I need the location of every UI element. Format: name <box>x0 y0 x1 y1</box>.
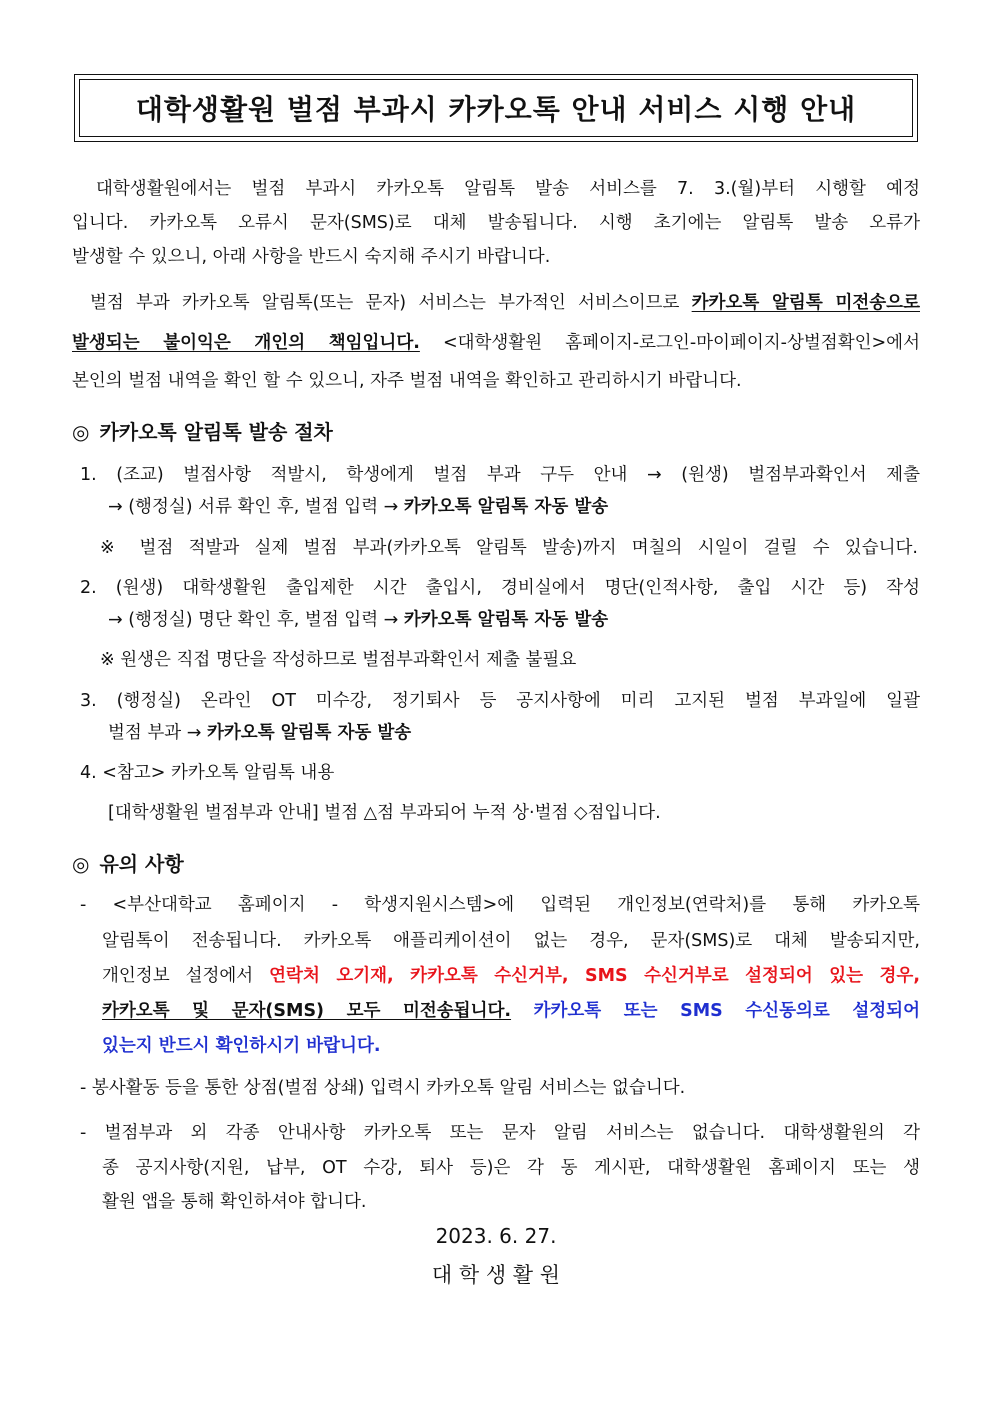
procedure-item-1-steps: → (행정실) 서류 확인 후, 벌점 입력 → <box>108 497 404 517</box>
intro-p2-line-1 <box>72 286 920 320</box>
title-inner-border <box>79 79 913 137</box>
section-procedure-heading <box>72 416 333 445</box>
procedure-item-2-line-1: 2. (원생) 대학생활원 출입제한 시간 출입시, 경비실에서 명단(인적사항, 출입 시간 등) 작성 <box>80 578 920 598</box>
caution-3-line-3: 활원 앱을 통해 확인하셔야 합니다. <box>102 1192 367 1212</box>
intro-p1-line-1: 대학생활원에서는 벌점 부과시 카카오톡 알림톡 발송 서비스를 7. 3.(월)부터 시행할 예정 <box>96 179 920 199</box>
caution-1-blue-advice-end: 있는지 반드시 확인하시기 바랍니다. <box>102 1036 381 1056</box>
liability-warning-end: 발생되는 불이익은 개인의 책임입니다. <box>72 333 420 353</box>
intro-paragraph-2 <box>72 286 920 398</box>
intro-p2-line-2 <box>72 326 920 360</box>
title-box <box>74 74 918 142</box>
procedure-item-4-line-1: 4. <참고> 카카오톡 알림톡 내용 <box>80 763 335 783</box>
intro-paragraph-1 <box>72 172 920 274</box>
issue-date: 2023. 6. 27. <box>435 1224 557 1248</box>
intro-p1-line-3: 발생할 수 있으니, 아래 사항을 반드시 숙지해 주시기 바랍니다. <box>72 247 551 267</box>
procedure-item-3-line-1: 3. (행정실) 온라인 OT 미수강, 정기퇴사 등 공지사항에 미리 고지된 벌점 부과일에 일괄 <box>80 691 920 711</box>
caution-1-red-warning: 연락처 오기재, 카카오톡 수신거부, SMS 수신거부로 설정되어 있는 경우, <box>269 966 920 986</box>
caution-1-line-5 <box>102 1031 381 1061</box>
procedure-item-2-line-2 <box>108 605 608 635</box>
caution-1-line-2: 알림톡이 전송됩니다. 카카오톡 애플리케이션이 없는 경우, 문자(SMS)로 대체 발송되지만, <box>102 931 920 951</box>
section-procedure-title: 카카오톡 알림톡 발송 절차 <box>99 420 333 444</box>
caution-3-line-2: 종 공지사항(지원, 납부, OT 수강, 퇴사 등)은 각 동 게시판, 대학생활원 홈페이지 또는 생 <box>102 1158 920 1178</box>
alimtalk-message-sample: [대학생활원 벌점부과 안내] 벌점 △점 부과되어 누적 상·벌점 ◇점입니다. <box>108 803 661 823</box>
intro-p2-text: 벌점 부과 카카오톡 알림톡(또는 문자) 서비스는 부가적인 서비스이므로 <box>90 293 692 313</box>
caution-1-blue-advice-start: 카카오톡 또는 SMS 수신동의로 설정되어 <box>511 1001 920 1021</box>
intro-p2-line-3: 본인의 벌점 내역을 확인 할 수 있으니, 자주 벌점 내역을 확인하고 관리하시기 바랍니다. <box>72 371 742 391</box>
procedure-item-2-steps: → (행정실) 명단 확인 후, 벌점 입력 → <box>108 610 404 630</box>
caution-1-line-3 <box>102 961 920 991</box>
section-cautions-heading <box>72 848 184 877</box>
procedure-item-2-result: 카카오톡 알림톡 자동 발송 <box>403 610 609 630</box>
liability-warning-start: 카카오톡 알림톡 미전송으로 <box>691 293 920 313</box>
procedure-item-3-line-2 <box>108 718 411 748</box>
procedure-item-3-result: 카카오톡 알림톡 자동 발송 <box>206 723 412 743</box>
caution-1-line-1: - <부산대학교 홈페이지 - 학생지원시스템>에 입력된 개인정보(연락처)를 통해 카카오톡 <box>80 895 920 915</box>
caution-1-line-4 <box>102 996 920 1026</box>
page-title: 대학생활원 벌점 부과시 카카오톡 안내 서비스 시행 안내 <box>135 93 857 126</box>
homepage-path-text: <대학생활원 홈페이지-로그인-마이페이지-상벌점확인>에서 <box>419 333 920 353</box>
caution-3-line-1: - 벌점부과 외 각종 안내사항 카카오톡 또는 문자 알림 서비스는 없습니다. 대학생활원의 각 <box>80 1123 920 1143</box>
intro-p1-line-2: 입니다. 카카오톡 오류시 문자(SMS)로 대체 발송됩니다. 시행 초기에는 알림톡 발송 오류가 <box>72 213 920 233</box>
caution-1-not-sent: 카카오톡 및 문자(SMS) 모두 미전송됩니다. <box>102 1001 512 1021</box>
circle-bullet-icon: ◎ <box>72 420 90 444</box>
section-cautions-title: 유의 사항 <box>99 852 184 876</box>
caution-2: - 봉사활동 등을 통한 상점(벌점 상쇄) 입력시 카카오톡 알림 서비스는 없습니다. <box>80 1078 686 1098</box>
procedure-note-1: ※ 벌점 적발과 실제 벌점 부과(카카오톡 알림톡 발송)까지 며칠의 시일이 걸릴 수 있습니다. <box>100 538 918 558</box>
procedure-item-1-result: 카카오톡 알림톡 자동 발송 <box>403 497 609 517</box>
caution-1-settings-text: 개인정보 설정에서 <box>102 966 270 986</box>
circle-bullet-icon: ◎ <box>72 852 90 876</box>
procedure-item-1-line-2 <box>108 492 608 522</box>
procedure-note-2: ※ 원생은 직접 명단을 작성하므로 벌점부과확인서 제출 불필요 <box>100 650 577 670</box>
procedure-item-3-steps: 벌점 부과 → <box>108 723 207 743</box>
issuing-organization: 대 학 생 활 원 <box>431 1263 561 1287</box>
procedure-item-1-line-1: 1. (조교) 벌점사항 적발시, 학생에게 벌점 부과 구두 안내 → (원생) 벌점부과확인서 제출 <box>80 465 920 485</box>
